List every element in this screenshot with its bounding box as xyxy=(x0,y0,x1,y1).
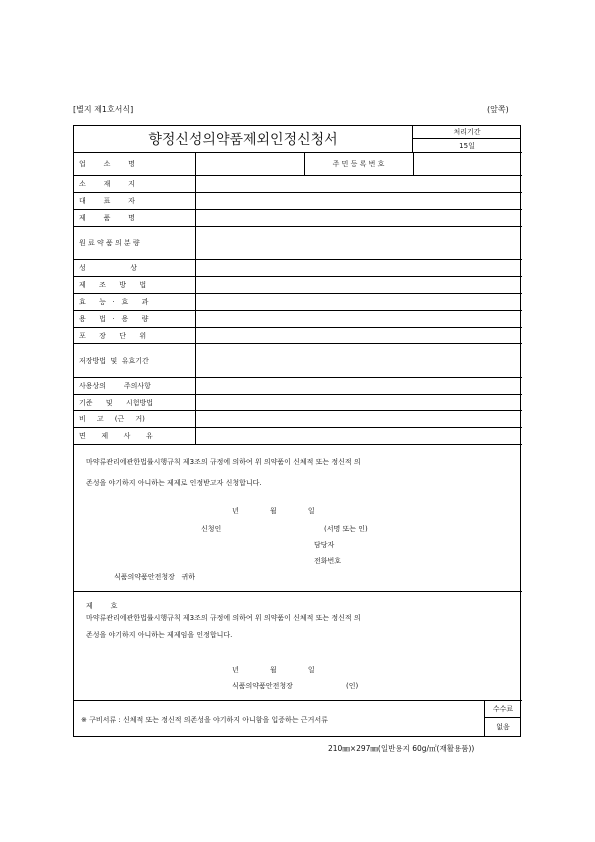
form-title: 향정신성의약품제외인정신청서 xyxy=(74,126,413,152)
seal-label: (인) xyxy=(346,682,359,690)
field-label: 저장방법 및 유효기간 xyxy=(74,344,196,377)
certification-date: 년 월 일 xyxy=(232,666,315,674)
field-row-dosage xyxy=(74,311,522,328)
application-statement-line2: 존성을 야기하지 아니하는 제제로 인정받고자 신청합니다. xyxy=(86,479,262,487)
certification-block xyxy=(74,592,522,701)
field-row-ingredients xyxy=(74,227,522,260)
field-label: 면 제 사 유 xyxy=(74,428,196,444)
processing-period-label: 처리기간 xyxy=(413,126,521,139)
application-block xyxy=(74,445,522,592)
field-label: 포 장 단 위 xyxy=(74,328,196,343)
field-label: 소 재 지 xyxy=(74,176,196,192)
field-row-business-name xyxy=(74,153,522,176)
applicant-label: 신청인 xyxy=(201,525,222,533)
processing-period-value: 15일 xyxy=(459,141,475,150)
fee-box xyxy=(484,701,521,737)
field-label: 용 법 · 용 량 xyxy=(74,311,196,327)
field-label: 사용상의 주의사항 xyxy=(74,378,196,394)
field-label: 효 능 · 효 과 xyxy=(74,294,196,310)
field-row-storage xyxy=(74,344,522,378)
field-row-efficacy xyxy=(74,294,522,311)
field-label: 대 표 자 xyxy=(74,193,196,209)
paper-spec-footer: 210㎜×297㎜(일반용지 60g/㎡(재활용품)) xyxy=(328,744,475,753)
fee-value: 없음 xyxy=(496,723,510,731)
field-label: 제 조 방 법 xyxy=(74,277,196,293)
field-row-location xyxy=(74,176,522,193)
page-side-label: (앞쪽) xyxy=(487,105,509,114)
field-row-remarks xyxy=(74,411,522,428)
application-form xyxy=(73,125,521,737)
field-label: 원 료 약 품 의 분 량 xyxy=(74,227,196,259)
field-row-properties xyxy=(74,260,522,277)
phone-label: 전화번호 xyxy=(314,557,342,565)
certification-statement-line1: 마약류관리에관한법률시행규칙 제3조의 규정에 의하여 위 의약품이 신체적 또는 정신적 의 xyxy=(86,614,361,622)
addressee: 식품의약품안전청장 귀하 xyxy=(114,573,196,581)
field-label: 비 고 (근 거) xyxy=(74,411,196,427)
field-row-product-name xyxy=(74,210,522,227)
form-number: [별지 제1호서식] xyxy=(73,105,134,114)
title-row xyxy=(74,126,522,153)
field-row-test-method xyxy=(74,395,522,411)
fee-label: 수수료 xyxy=(485,701,521,718)
field-label: 기준 및 시험방법 xyxy=(74,395,196,410)
field-row-packaging-unit xyxy=(74,328,522,344)
application-date: 년 월 일 xyxy=(232,507,315,515)
required-documents-note: ※ 구비서류 : 신체적 또는 정신적 의존성을 야기하지 아니함을 입증하는 근거서류 xyxy=(81,716,328,724)
signature-label: (서명 또는 인) xyxy=(324,525,368,533)
certificate-number: 제 호 xyxy=(86,602,118,610)
certification-statement-line2: 존성을 야기하지 아니하는 제제임을 인정합니다. xyxy=(86,631,233,639)
field-row-precautions xyxy=(74,378,522,395)
resident-number-label: 주 민 등 록 번 호 xyxy=(332,160,385,168)
officer-label: 담당자 xyxy=(314,541,335,549)
field-label: 업 소 명 xyxy=(74,153,196,175)
issuer-label: 식품의약품안전청장 xyxy=(232,682,293,690)
field-row-exemption-reason xyxy=(74,428,522,445)
field-row-representative xyxy=(74,193,522,210)
field-row-manufacturing-method xyxy=(74,277,522,294)
field-label: 제 품 명 xyxy=(74,210,196,226)
application-statement-line1: 마약류관리에관한법률시행규칙 제3조의 규정에 의하여 위 의약품이 신체적 또는 정신적 의 xyxy=(86,458,361,466)
field-label: 성 상 xyxy=(74,260,196,276)
